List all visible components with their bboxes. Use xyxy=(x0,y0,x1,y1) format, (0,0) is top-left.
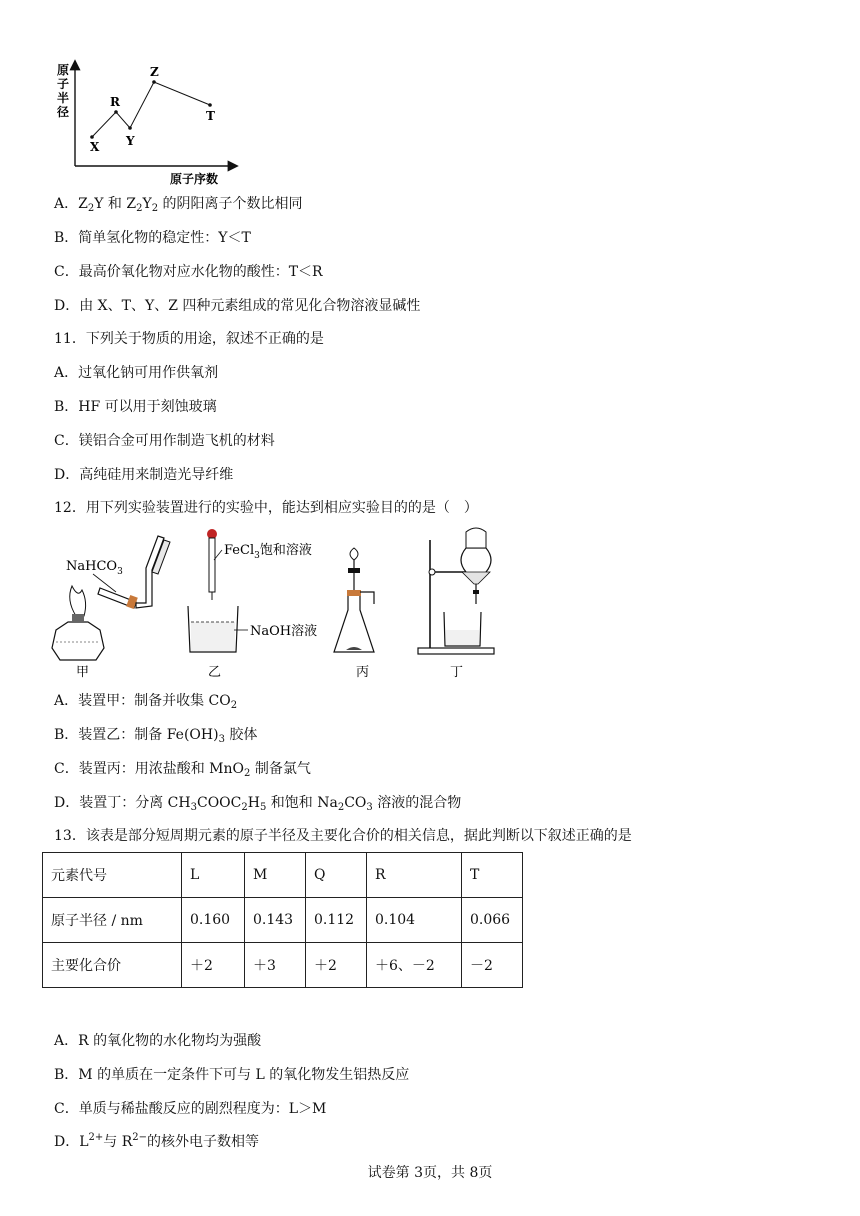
apparatus-yi xyxy=(188,529,317,680)
label-bing: 丙 xyxy=(356,665,370,680)
point-t xyxy=(208,103,212,107)
ylabel-char: 原 xyxy=(57,63,70,77)
q10-option-c: C．最高价氧化物对应水化物的酸性：T＜R xyxy=(54,264,323,280)
q12-stem: 12．用下列实验装置进行的实验中，能达到相应实验目的的是（ ） xyxy=(54,500,478,516)
table-cell: 0.143 xyxy=(245,898,306,943)
table-cell: 主要化合价 xyxy=(43,943,182,988)
ylabel-char: 半 xyxy=(57,91,70,105)
table-cell: ＋2 xyxy=(306,943,367,988)
jia-reagent-label: NaHCO$_3$ xyxy=(66,559,123,577)
q11-option-a: A．过氧化钠可用作供氧剂 xyxy=(54,365,219,381)
label-r: R xyxy=(110,95,120,109)
yi-reagent2-label: NaOH溶液 xyxy=(250,624,318,639)
q11-option-d: D．高纯硅用来制造光导纤维 xyxy=(54,467,234,483)
q12-option-a: A．装置甲：制备并收集 $CO_2$ xyxy=(54,693,238,711)
q11-option-b: B．HF 可以用于刻蚀玻璃 xyxy=(54,399,217,415)
label-jia: 甲 xyxy=(76,665,90,680)
table-row xyxy=(43,853,523,898)
page-footer: 试卷第 3页，共 8页 xyxy=(367,1165,493,1181)
q10-option-b: B．简单氢化物的稳定性：Y＜T xyxy=(54,230,251,246)
table-cell: Q xyxy=(306,853,367,898)
table-cell: ＋6、－2 xyxy=(367,943,462,988)
table-cell: －2 xyxy=(462,943,523,988)
q13-option-a: A．R 的氧化物的水化物均为强酸 xyxy=(54,1033,262,1049)
q11-option-c: C．镁铝合金可用作制造飞机的材料 xyxy=(54,433,275,449)
q13-option-b: B．M 的单质在一定条件下可与 L 的氧化物发生铝热反应 xyxy=(54,1067,410,1083)
apparatus-ding xyxy=(418,528,494,680)
q10-option-a: A．$Z_2Y$ 和 $Z_2Y_2$ 的阴阳离子个数比相同 xyxy=(54,196,303,214)
label-yi: 乙 xyxy=(208,665,222,680)
radius-trend-line xyxy=(92,82,210,137)
element-info-table xyxy=(42,852,523,988)
q13-stem: 13．该表是部分短周期元素的原子半径及主要化合价的相关信息，据此判断以下叙述正确的是 xyxy=(54,828,632,844)
label-z: Z xyxy=(150,65,159,79)
point-r xyxy=(114,110,118,114)
q12-option-b: B．装置乙：制备 $Fe(OH)_3$ 胶体 xyxy=(54,727,258,745)
table-cell: 0.104 xyxy=(367,898,462,943)
table-cell: 0.112 xyxy=(306,898,367,943)
apparatus-jia xyxy=(52,536,170,680)
table-row xyxy=(43,943,523,988)
graph-xlabel: 原子序数 xyxy=(170,172,219,186)
q11-stem: 11．下列关于物质的用途，叙述不正确的是 xyxy=(54,331,324,347)
point-x xyxy=(90,135,94,139)
ylabel-char: 子 xyxy=(57,77,70,91)
label-t: T xyxy=(206,109,215,123)
q13-option-c: C．单质与稀盐酸反应的剧烈程度为：L＞M xyxy=(54,1101,327,1117)
point-y xyxy=(128,126,132,130)
label-y: Y xyxy=(126,134,135,148)
apparatus-figure xyxy=(48,526,508,682)
q10-option-d: D．由 X、T、Y、Z 四种元素组成的常见化合物溶液显碱性 xyxy=(54,298,421,314)
point-z xyxy=(152,80,156,84)
table-cell: 原子半径 / nm xyxy=(43,898,182,943)
label-ding: 丁 xyxy=(450,665,464,680)
table-cell: 0.066 xyxy=(462,898,523,943)
table-cell: R xyxy=(367,853,462,898)
table-cell: M xyxy=(245,853,306,898)
table-cell: ＋3 xyxy=(245,943,306,988)
table-cell: T xyxy=(462,853,523,898)
table-cell: 元素代号 xyxy=(43,853,182,898)
table-cell: 0.160 xyxy=(182,898,245,943)
table-cell: L xyxy=(182,853,245,898)
atomic-radius-graph xyxy=(50,58,250,188)
label-x: X xyxy=(90,140,100,154)
q12-option-d: D．装置丁：分离 $CH_3COOC_2H_5$ 和饱和 $Na_2CO_3$ 溶液的混合物 xyxy=(54,795,462,813)
q13-option-d: D．$L^{2+}$与 $R^{2-}$的核外电子数相等 xyxy=(54,1132,260,1150)
apparatus-bing xyxy=(334,548,374,680)
table-cell: ＋2 xyxy=(182,943,245,988)
q12-option-c: C．装置丙：用浓盐酸和 MnO$_2$ 制备氯气 xyxy=(54,761,311,779)
table-row xyxy=(43,898,523,943)
ylabel-char: 径 xyxy=(57,105,70,119)
yi-reagent1-label: FeCl$_3$饱和溶液 xyxy=(224,543,312,561)
